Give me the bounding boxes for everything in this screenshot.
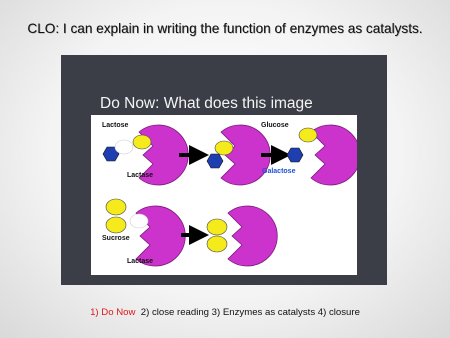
lactose-link-1 (115, 140, 133, 154)
sucrose-unit-1 (106, 199, 126, 215)
enzyme-site-4 (130, 214, 148, 228)
label-glucose: Glucose (261, 122, 289, 129)
enzyme-diagram-svg (91, 115, 357, 275)
slide-title: CLO: I can explain in writing the function of enzymes as catalysts. (27, 21, 423, 36)
galactose-unit-1 (133, 135, 151, 149)
galactose-product (287, 148, 303, 162)
glucose-product (299, 128, 317, 142)
lactase-enzyme-5 (228, 206, 277, 266)
lactase-enzyme-3 (311, 125, 357, 185)
label-lactase-top: Lactase (127, 172, 154, 179)
enzyme-diagram (91, 115, 357, 275)
galactose-unit-2 (215, 141, 233, 155)
label-galactose: Galactose (262, 168, 296, 175)
label-lactose: Lactose (102, 122, 129, 129)
sucrose-unit-2 (106, 217, 126, 233)
glucose-unit-2 (207, 154, 223, 168)
agenda-current-step: 1) Do Now (90, 307, 136, 318)
label-sucrose: Sucrose (102, 235, 130, 242)
sucrose-unit-4 (207, 236, 227, 252)
sucrose-unit-3 (207, 219, 227, 235)
agenda-footer (0, 307, 450, 318)
panel-heading: Do Now: What does this image (100, 95, 313, 112)
agenda-remaining-steps: 2) close reading 3) Enzymes as catalysts 4) closure (135, 307, 360, 318)
label-lactase-bottom: Lactase (127, 258, 154, 265)
